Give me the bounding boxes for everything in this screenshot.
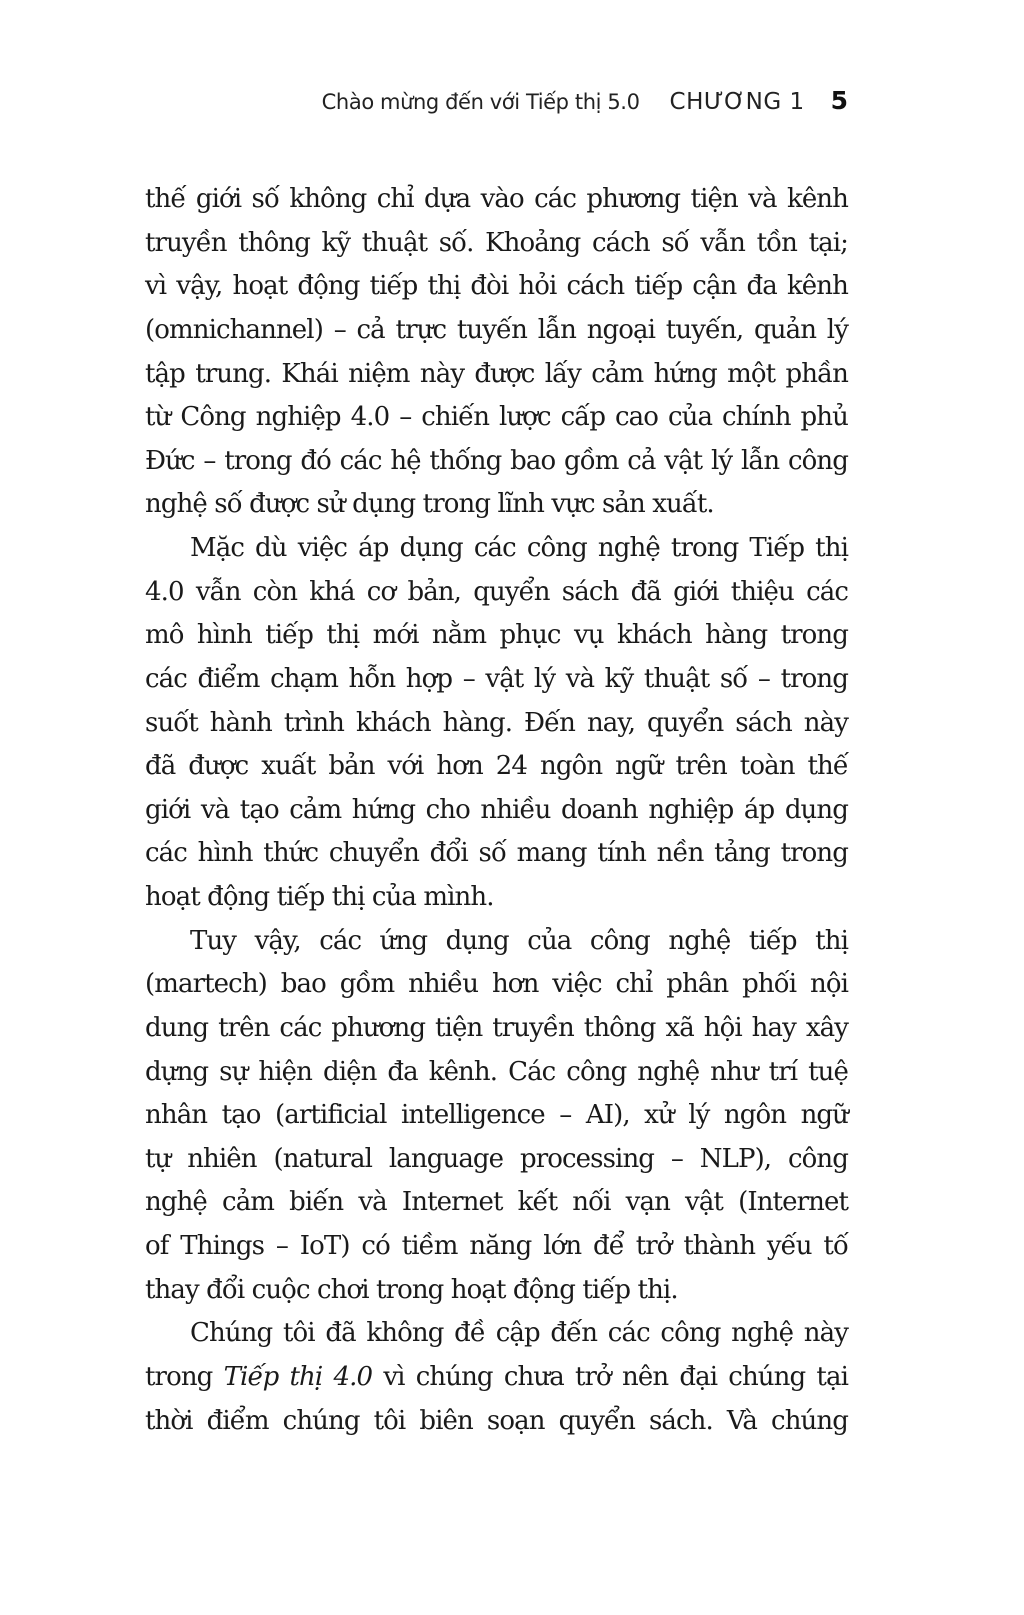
- text-line: [145, 1181, 848, 1225]
- text-segment: giới và tạo cảm hứng cho nhiều doanh nghiệp áp dụng: [145, 794, 848, 825]
- text-line: [145, 658, 848, 702]
- text-segment: Mặc dù việc áp dụng các công nghệ trong Tiếp thị: [190, 533, 848, 563]
- text-segment: tập trung. Khái niệm này được lấy cảm hứng một phần: [145, 358, 848, 389]
- text-line: [145, 920, 848, 964]
- text-line: [145, 1051, 848, 1095]
- text-segment: trong: [145, 1361, 224, 1392]
- paragraph: [145, 178, 848, 527]
- text-line: [145, 396, 848, 440]
- text-segment: dung trên các phương tiện truyền thông xã hội hay xây: [145, 1012, 848, 1043]
- paragraph: [145, 527, 848, 920]
- text-segment: of Things – IoT) có tiềm năng lớn để trở thành yếu tố: [145, 1231, 848, 1261]
- text-segment: suốt hành trình khách hàng. Đến nay, quyển sách này: [145, 707, 848, 738]
- paragraph: [145, 920, 848, 1313]
- text-line: [145, 1269, 848, 1313]
- text-line: [145, 483, 848, 527]
- running-header: [322, 86, 848, 115]
- running-title: Chào mừng đến với Tiếp thị 5.0: [321, 90, 640, 114]
- text-line: [145, 832, 848, 876]
- page-number: 5: [830, 86, 848, 115]
- text-segment: 4.0 vẫn còn khá cơ bản, quyển sách đã giới thiệu các: [145, 576, 848, 607]
- text-segment: vì vậy, hoạt động tiếp thị đòi hỏi cách tiếp cận đa kênh: [145, 271, 848, 302]
- text-segment: nhân tạo (artificial intelligence – AI), xử lý ngôn ngữ: [145, 1100, 848, 1131]
- text-segment: nghệ cảm biến và Internet kết nối vạn vật (Internet: [145, 1187, 848, 1218]
- text-line: [145, 789, 848, 833]
- chapter-label: CHƯƠNG 1: [669, 89, 805, 115]
- text-line: [145, 963, 848, 1007]
- text-line: [145, 1138, 848, 1182]
- text-segment: (martech) bao gồm nhiều hơn việc chỉ phân phối nội: [145, 969, 848, 1000]
- text-segment: hoạt động tiếp thị của mình.: [145, 882, 494, 912]
- text-segment: Chúng tôi đã không đề cập đến các công nghệ này: [190, 1318, 848, 1349]
- text-segment: mô hình tiếp thị mới nằm phục vụ khách hàng trong: [145, 620, 848, 651]
- text-segment: thời điểm chúng tôi biên soạn quyển sách. Và chúng: [145, 1405, 848, 1436]
- text-line: [145, 440, 848, 484]
- text-segment: nghệ số được sử dụng trong lĩnh vực sản xuất.: [145, 489, 714, 520]
- text-segment: (omnichannel) – cả trực tuyến lẫn ngoại tuyến, quản lý: [145, 314, 848, 345]
- italic-book-title: Tiếp thị 4.0: [223, 1361, 373, 1392]
- text-line: [145, 1225, 848, 1269]
- text-segment: các điểm chạm hỗn hợp – vật lý và kỹ thuật số – trong: [145, 663, 848, 694]
- text-line: [145, 571, 848, 615]
- text-line: [145, 1312, 848, 1356]
- text-line: [145, 353, 848, 397]
- paragraph: [145, 1312, 848, 1443]
- text-line: [145, 309, 848, 353]
- text-line: [145, 527, 848, 571]
- text-line: [145, 614, 848, 658]
- text-segment: Đức – trong đó các hệ thống bao gồm cả vật lý lẫn công: [145, 445, 848, 476]
- text-segment: các hình thức chuyển đổi số mang tính nền tảng trong: [145, 838, 848, 869]
- text-line: [145, 876, 848, 920]
- text-line: [145, 745, 848, 789]
- text-segment: dựng sự hiện diện đa kênh. Các công nghệ như trí tuệ: [145, 1056, 848, 1087]
- text-segment: truyền thông kỹ thuật số. Khoảng cách số vẫn tồn tại;: [145, 227, 848, 258]
- body-text: [145, 178, 848, 1443]
- text-segment: đã được xuất bản với hơn 24 ngôn ngữ trên toàn thế: [145, 751, 848, 782]
- text-line: [145, 1356, 848, 1400]
- text-segment: từ Công nghiệp 4.0 – chiến lược cấp cao của chính phủ: [145, 402, 848, 433]
- text-segment: thế giới số không chỉ dựa vào các phương tiện và kênh: [145, 184, 848, 214]
- text-line: [145, 1400, 848, 1444]
- text-segment: vì chúng chưa trở nên đại chúng tại: [372, 1361, 848, 1392]
- text-line: [145, 1007, 848, 1051]
- text-line: [145, 265, 848, 309]
- text-line: [145, 222, 848, 266]
- text-segment: thay đổi cuộc chơi trong hoạt động tiếp thị.: [145, 1274, 678, 1305]
- text-segment: tự nhiên (natural language processing – NLP), công: [145, 1143, 848, 1174]
- text-segment: Tuy vậy, các ứng dụng của công nghệ tiếp thị: [190, 925, 848, 956]
- text-line: [145, 1094, 848, 1138]
- text-line: [145, 702, 848, 746]
- text-line: [145, 178, 848, 222]
